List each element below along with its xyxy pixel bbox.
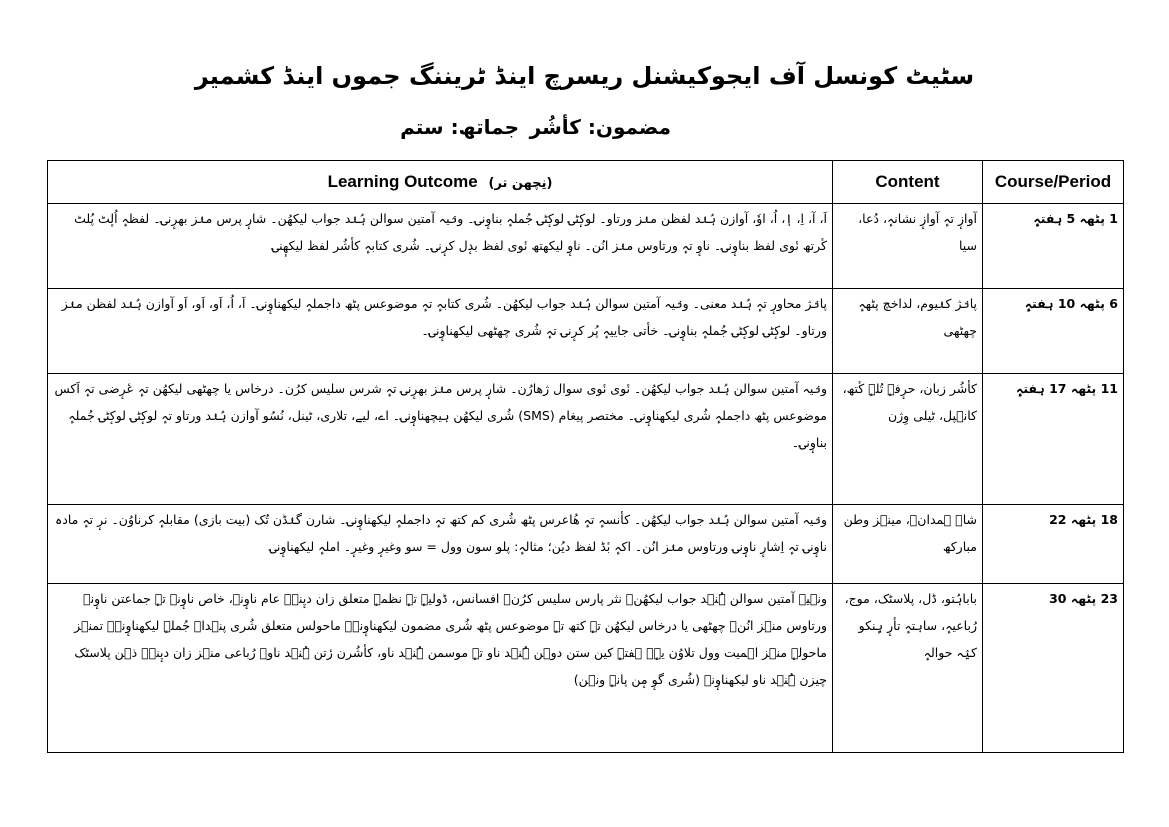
table-row (48, 505, 1124, 584)
header-learning-outcome (48, 161, 833, 204)
table-header-row (48, 161, 1124, 204)
learning-outcome-cell: پانٛژ محاورٕ تہٕ ہُنٛد معنی۔ ونٛیہ آمتین سوالن ہُنٛد جواب لیکھُن۔ شُری کتابہٕ تہٕ موضوعس پٹھ داجملہٕ لیکھناوٕنۍ۔ اَ، اُ، اَو، اَو، اَو آوازن ہُنٛد لفظن منٛز ورتاو۔ لوکٕٹۍ لوکٕٹۍ جُملہٕ بناوٕنۍ۔ خأتی جاییہٕ پُر کرٕنۍ تہٕ شُری چھٹھی لیکھناوٕنۍ۔ (48, 289, 833, 374)
header-course-period: Course/Period (983, 161, 1124, 204)
subject-label: مضمون: (587, 115, 671, 139)
content-cell: آوازٕ تہٕ آوازٕ نشانہٕ، دُعا، سیا (833, 204, 983, 289)
learning-outcome-header-urdu: (نِچھن تر) (488, 176, 553, 191)
class-value: ستم (400, 115, 444, 139)
learning-outcome-cell: ونٛیہ آمتین سوالن ہُنٛد جواب لیکھُن۔ نٔوی نٔوی سوال ژھارُن۔ شارٕ پرس منٛز بھرٕنۍ تہٕ شرس سلیس کرُن۔ درخاس یا چھٹھی لیکھُن تہٕ عٔرٕضی تہٕ اَکس موضوعس پٹھ داجملہٕ شُری لیکھناوٕنۍ۔ مختصر پیغام (SMS) شُری لیکھُن ہیچھناوٕنۍ۔ اے، لیے، تلاری، ٹینل، نُسُو آوازن ہُنٛد ورتاو تہٕ لوکٕٹۍ لوکٕٹۍ جُملہٕ بناوٕنۍ۔ (48, 374, 833, 505)
content-cell: پانٛژ کنٛیوم، لداخچ پٹھہٕ چھٹھی (833, 289, 983, 374)
header-content: Content (833, 161, 983, 204)
class-label: جماتھ: (450, 115, 519, 139)
period-cell: 6 پٹھہ 10 ہفتہٕ (983, 289, 1124, 374)
page-title: سٹیٹ کونسل آف ایجوکیشنل ریسرچ اینڈ ٹریننگ جموں اینڈ کشمیر (194, 62, 975, 90)
table-row (48, 374, 1124, 505)
period-cell: 1 پٹھہ 5 ہفتہٕ (983, 204, 1124, 289)
content-cell: شاہ ہمدانؒ، مینٛز وطن مبارکھ (833, 505, 983, 584)
period-cell: 11 پٹھہ 17 ہفتہٕ (983, 374, 1124, 505)
period-cell: 18 پٹھہ 22 (983, 505, 1124, 584)
table-row (48, 204, 1124, 289)
table-row (48, 289, 1124, 374)
learning-outcome-header-label: Learning Outcome (327, 172, 478, 191)
subject-value: کأشُر (529, 115, 581, 139)
subject-line (530, 115, 671, 139)
content-cell: باباہُتو، ڈل، پلاسٹک، موج، رُباعیہٕ، ساہتہٕ تأرٕ ہٕنکو کیٛہ حوالہٕ (833, 584, 983, 753)
learning-outcome-cell: ونٛیہ آمتین سوالن ہُنٛد جواب لیکھُن۔ کأنسہٕ تہٕ ھُاعرس پٹھ شُری کم کتھ تہٕ داجملہٕ لیکھناوٕنۍ۔ شارن گنٛڈن تُک (بیت بازی) مقابلہٕ کرناوُن۔ نرٕ تہٕ مادہ ناوٕنۍ تہٕ اِشارٕ ناوٕنۍ ورتاوس منٛز انُن۔ اکہٕ بٔڈ لفظ دیُن؛ مثالہٕ: پلو سون وول = سو وغیرٕ وغیرٕ۔ املہٕ لیکھناوٕنۍ (48, 505, 833, 584)
table-row (48, 584, 1124, 753)
period-cell: 23 پٹھہ 30 (983, 584, 1124, 753)
content-cell: کأشُر زبان، حرٕفہٕ تُلہٕ کٔتھ، کانٛپل، ٹیلی وِژن (833, 374, 983, 505)
class-line (400, 115, 519, 139)
learning-outcome-cell: ونٛیہ آمتین سوالن ہُنٛد جواب لیکھُن۔ نثر پارس سلیس کرُن۔ افسانس، ڈولیہٕ تہٕ نظمہٕ متعلق زان دیٕنۍ۔ عام ناوٕنۍ، خاص ناوٕنۍ تہٕ جماعتن ناوٕنۍ ورتاوس منٛز انُن۔ چھٹھی یا درخاس لیکھُن تہٕ کتھ تہٕ موضوعس پٹھ شُری مضمون لیکھناوٕنۍ۔ ماحولس متعلق شُری پنٛداہ جُملہٕ لیکھناوٕنۍ۔ تمنٛز ماحولہٕ منٛز اہمیت وول تلاوُن یہٕ۔ ہفتہٕ کین ستن دوہن ہُنٛد ناو تہٕ موسمن ہُنٛد ناو، کأشُرن رٔتن ہُنٛد ناو۔ رُباعی منٛز زان دیٕنۍ۔ ذہن پلاسٹک چیزن ہُنٛد ناو لیکھناوٕنۍ (شُری گوٕ مٕن پانہٕ ونٛن) (48, 584, 833, 753)
syllabus-table (47, 160, 1124, 753)
learning-outcome-cell: اَ، آ، اِ، اٖ، اُ، اوٗ، آوازن ہُنٛد لفظن منٛز ورتاو۔ لوکٕٹۍ لوکٕٹۍ جُملہٕ بناوٕنۍ۔ ونٛیہ آمتین سوالن ہُنٛد جواب لیکھُن۔ شارٕ پرس منٛز بھرٕنۍ۔ لفظہٕ اُلٕٹ پُلٹ کٔرتھ نٔوی لفظ بناوٕنۍ۔ ناوٕ تہٕ ورتاوس منٛز انُن۔ ناوٕ لیکھتھ نٔوی لفظ بدٕل کرٕنۍ۔ شُری کتابہٕ کأشُر لفظ لیکھٕنۍ (48, 204, 833, 289)
